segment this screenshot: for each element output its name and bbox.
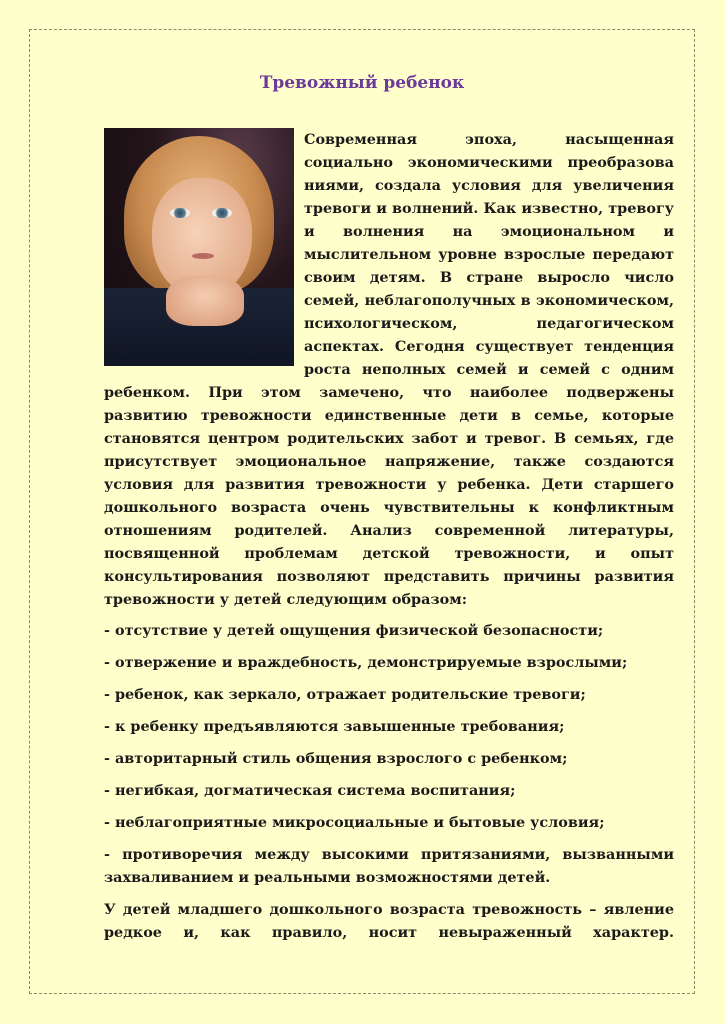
list-item: - неблагоприятные микросоциальные и бытовые условия;: [104, 814, 605, 831]
child-photo: [104, 128, 294, 366]
page-frame: [29, 29, 695, 994]
list-item: - негибкая, догматическая система воспитания;: [104, 782, 516, 799]
list-item: - авторитарный стиль общения взрослого с ребенком;: [104, 750, 568, 767]
list-item: - отвержение и враждебность, демонстрируемые взрослыми;: [104, 654, 628, 671]
article-body: [104, 128, 674, 944]
list-item: - к ребенку предъявляются завышенные требования;: [104, 718, 565, 735]
list-item: - отсутствие у детей ощущения физической безопасности;: [104, 622, 604, 639]
closing-paragraph: У детей младшего дошкольного возраста тревожность – явление редкое и, как правило, носит невыраженный характер.: [104, 901, 674, 941]
list-item: - противоречия между высокими притязаниями, вызванными захваливанием и реальными возможностями детей.: [104, 846, 674, 886]
list-item: - ребенок, как зеркало, отражает родительские тревоги;: [104, 686, 586, 703]
page-title: Тревожный ребенок: [259, 73, 465, 93]
intro-paragraph: Современная эпоха, насыщенная социально экономическими преобразова ниями, создала условия для увеличения тревоги и волнений. Как известно, тревогу и волнения на эмоциональном и мыслительном уровне взрослые передают своим детям. В стране выросло число семей, неблагополучных в экономическом, психологическом, педагогическом аспектах. Сегодня существует тенденция роста неполных семей и семей с одним ребенком. При этом замечено, что наиболее подвержены развитию тревожности единственные дети в семье, которые становятся центром родительских забот и тревог. В семьях, где присутствует эмоциональное напряжение, также создаются условия для развития тревожности у ребенка. Дети старшего дошкольного возраста очень чувствительны к конфликтным отношениям родителей. Анализ современной литературы, посвященной проблемам детской тревожности, и опыт консультирования позволяют представить причины развития тревожности у детей следующим образом:: [104, 131, 674, 608]
